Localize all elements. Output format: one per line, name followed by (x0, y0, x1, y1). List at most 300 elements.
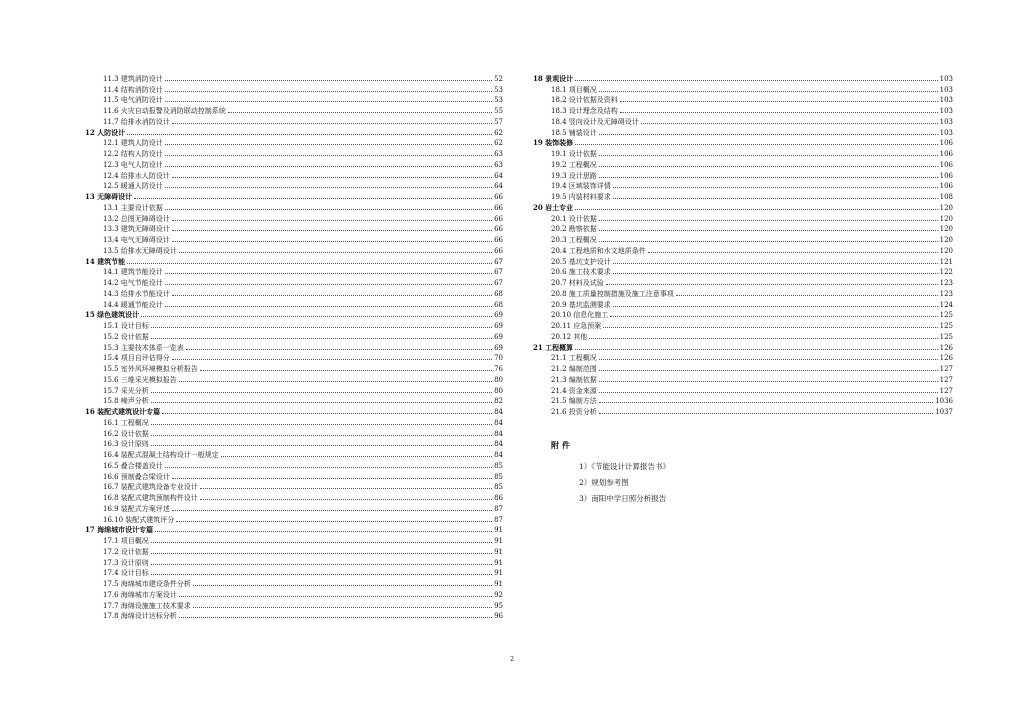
appendix-section (551, 440, 670, 509)
toc-leader-dots (575, 349, 937, 350)
toc-section-entry (85, 331, 503, 342)
toc-section-entry (85, 288, 503, 299)
toc-leader-dots (151, 402, 492, 403)
toc-entry-page: 85 (494, 472, 503, 481)
toc-entry-label: 20.5 基坑支护设计 (551, 257, 611, 266)
toc-entry-label: 20.10 信息化施工 (551, 311, 609, 320)
toc-entry-label: 15.5 室外风环境模拟分析报告 (103, 365, 198, 373)
toc-entry-page: 106 (939, 182, 953, 191)
toc-leader-dots (599, 241, 938, 242)
toc-leader-dots (172, 177, 492, 178)
toc-section-entry (85, 578, 503, 589)
toc-leader-dots (599, 155, 938, 156)
toc-entry-page: 84 (494, 451, 503, 459)
toc-leader-dots (127, 263, 492, 264)
toc-entry-label: 21 工程概算 (533, 342, 574, 352)
toc-section-entry (533, 331, 953, 342)
toc-leader-dots (599, 220, 938, 221)
toc-section-entry (85, 342, 503, 353)
toc-leader-dots (151, 424, 492, 425)
toc-section-entry (85, 116, 503, 127)
toc-entry-page: 69 (494, 311, 503, 320)
toc-entry-page: 62 (494, 139, 503, 148)
toc-section-entry (533, 84, 953, 95)
toc-entry-label: 12.5 暖通人防设计 (103, 182, 163, 191)
toc-leader-dots (155, 531, 492, 532)
toc-entry-label: 20.2 勘察依据 (551, 225, 597, 234)
toc-leader-dots (165, 166, 492, 167)
toc-entry-page: 120 (939, 225, 953, 234)
toc-entry-label: 12.3 电气人防设计 (103, 160, 163, 169)
toc-leader-dots (165, 144, 492, 145)
toc-entry-page: 106 (939, 150, 953, 158)
toc-leader-dots (613, 263, 938, 264)
toc-leader-dots (200, 488, 492, 489)
toc-leader-dots (141, 316, 492, 317)
toc-leader-dots (599, 413, 933, 414)
toc-entry-page: 64 (494, 182, 503, 191)
toc-section-entry (85, 277, 503, 288)
toc-entry-label: 17.6 海绵城市方案设计 (103, 590, 177, 599)
toc-entry-label: 16.4 装配式混凝土结构设计一般规定 (103, 451, 219, 459)
toc-section-entry (533, 245, 953, 256)
toc-section-entry (85, 503, 503, 514)
toc-leader-dots (589, 338, 937, 339)
toc-leader-dots (620, 101, 938, 102)
toc-leader-dots (179, 381, 492, 382)
toc-leader-dots (172, 123, 492, 124)
toc-leader-dots (641, 123, 938, 124)
toc-entry-label: 19.1 设计依据 (551, 150, 597, 158)
toc-chapter-entry (533, 138, 953, 149)
toc-entry-page: 87 (494, 504, 503, 513)
toc-entry-page: 85 (494, 461, 503, 470)
toc-section-entry (533, 288, 953, 299)
toc-entry-label: 20.7 材料及试验 (551, 279, 604, 287)
toc-section-entry (533, 385, 953, 396)
toc-chapter-entry (85, 525, 503, 536)
toc-entry-page: 53 (494, 96, 503, 105)
toc-entry-label: 13 无障碍设计 (85, 192, 133, 201)
toc-entry-page: 103 (939, 96, 953, 105)
toc-entry-page: 66 (494, 203, 503, 212)
toc-entry-label: 11.3 建筑消防设计 (103, 74, 163, 83)
toc-leader-dots (599, 91, 938, 92)
toc-section-entry (85, 202, 503, 213)
toc-chapter-entry (533, 342, 953, 353)
appendix-item: 2）规划参考图 (579, 478, 629, 487)
toc-entry-page: 103 (939, 117, 953, 126)
toc-entry-page: 86 (494, 494, 503, 502)
toc-section-entry (85, 353, 503, 364)
toc-section-entry (85, 148, 503, 159)
toc-entry-label: 18.1 项目概况 (551, 85, 597, 94)
toc-section-entry (85, 170, 503, 181)
toc-section-entry (85, 385, 503, 396)
toc-entry-label: 14.2 电气节能设计 (103, 279, 163, 287)
toc-entry-page: 103 (939, 107, 953, 115)
toc-section-entry (85, 95, 503, 106)
toc-section-entry (85, 159, 503, 170)
toc-entry-page: 106 (939, 171, 953, 180)
toc-leader-dots (221, 456, 492, 457)
toc-entry-page: 123 (939, 279, 953, 287)
toc-section-entry (85, 568, 503, 579)
toc-entry-label: 16.3 设计原则 (103, 440, 149, 449)
toc-entry-label: 16.2 设计依据 (103, 429, 149, 438)
toc-leader-dots (165, 91, 492, 92)
toc-entry-label: 13.3 建筑无障碍设计 (103, 225, 170, 234)
toc-entry-page: 125 (939, 311, 953, 320)
toc-entry-page: 124 (939, 300, 953, 309)
toc-leader-dots (172, 241, 492, 242)
toc-entry-label: 14.1 建筑节能设计 (103, 268, 163, 277)
toc-section-entry (533, 213, 953, 224)
toc-section-entry (85, 73, 503, 84)
toc-entry-label: 15.6 三维采光模拟报告 (103, 375, 177, 384)
toc-leader-dots (151, 542, 492, 543)
toc-entry-label: 20.9 基坑监测要求 (551, 300, 611, 309)
toc-entry-label: 11.7 给排水消防设计 (103, 117, 170, 126)
toc-section-entry (533, 224, 953, 235)
toc-entry-label: 15.8 噪声分析 (103, 397, 149, 406)
toc-section-entry (85, 482, 503, 493)
toc-entry-label: 17 海绵城市设计专篇 (85, 525, 154, 535)
toc-entry-page: 120 (939, 236, 953, 244)
toc-section-entry (533, 267, 953, 278)
toc-leader-dots (200, 370, 492, 371)
toc-entry-label: 21.5 编制方法 (551, 397, 597, 406)
toc-entry-label: 19.5 内装材料要求 (551, 193, 611, 201)
toc-leader-dots (599, 402, 933, 403)
toc-entry-page: 127 (939, 365, 953, 373)
toc-leader-dots (599, 359, 938, 360)
toc-leader-dots (165, 467, 492, 468)
toc-entry-label: 13.1 主要设计依据 (103, 203, 163, 212)
toc-leader-dots (151, 574, 492, 575)
toc-leader-dots (575, 144, 937, 145)
toc-entry-page: 64 (494, 171, 503, 180)
toc-entry-label: 21.3 编制依据 (551, 375, 597, 384)
toc-entry-label: 14 建筑节能 (85, 256, 126, 266)
toc-section-entry (85, 84, 503, 95)
toc-section-entry (85, 213, 503, 224)
toc-entry-page: 69 (494, 332, 503, 341)
toc-entry-page: 125 (939, 332, 953, 341)
toc-entry-page: 76 (494, 365, 503, 373)
toc-section-entry (85, 417, 503, 428)
toc-entry-page: 120 (939, 214, 953, 223)
toc-entry-page: 66 (494, 193, 503, 201)
toc-entry-page: 91 (494, 547, 503, 556)
toc-leader-dots (599, 392, 938, 393)
toc-entry-label: 20.6 施工技术要求 (551, 268, 611, 277)
toc-entry-label: 15 绿色建筑设计 (85, 310, 140, 320)
toc-section-entry (85, 492, 503, 503)
toc-leader-dots (648, 252, 938, 253)
toc-chapter-entry (85, 310, 503, 321)
toc-leader-dots (606, 284, 938, 285)
toc-entry-page: 122 (939, 268, 953, 277)
toc-entry-page: 91 (494, 569, 503, 578)
toc-entry-page: 123 (939, 289, 953, 298)
toc-leader-dots (603, 327, 937, 328)
toc-section-entry (85, 374, 503, 385)
toc-section-entry (85, 181, 503, 192)
toc-section-entry (533, 277, 953, 288)
toc-entry-page: 120 (939, 246, 953, 255)
toc-entry-page: 62 (494, 128, 503, 137)
toc-section-entry (85, 460, 503, 471)
toc-left-column (85, 73, 503, 621)
toc-section-entry (85, 105, 503, 116)
toc-leader-dots (151, 553, 492, 554)
toc-entry-page: 1036 (935, 397, 953, 406)
toc-entry-page: 84 (494, 408, 503, 416)
toc-leader-dots (620, 112, 938, 113)
toc-section-entry (85, 535, 503, 546)
toc-leader-dots (200, 499, 492, 500)
toc-leader-dots (172, 510, 492, 511)
toc-leader-dots (165, 284, 492, 285)
toc-section-entry (533, 299, 953, 310)
toc-entry-page: 69 (494, 343, 503, 352)
toc-entry-page: 63 (494, 160, 503, 169)
toc-leader-dots (613, 198, 938, 199)
toc-leader-dots (193, 585, 492, 586)
toc-entry-label: 13.5 给排水无障碍设计 (103, 246, 177, 255)
toc-leader-dots (613, 187, 938, 188)
toc-leader-dots (165, 155, 492, 156)
toc-entry-page: 63 (494, 150, 503, 158)
toc-entry-label: 16.6 预制叠合梁设计 (103, 472, 170, 481)
toc-entry-page: 87 (494, 515, 503, 524)
toc-leader-dots (193, 607, 492, 608)
toc-section-entry (533, 406, 953, 417)
toc-entry-page: 84 (494, 418, 503, 427)
toc-entry-label: 12.2 结构人防设计 (103, 150, 163, 158)
toc-entry-label: 16.10 装配式建筑评分 (103, 515, 175, 524)
toc-leader-dots (599, 166, 938, 167)
toc-section-entry (85, 449, 503, 460)
toc-leader-dots (151, 392, 492, 393)
toc-leader-dots (151, 327, 492, 328)
toc-entry-label: 20.12 其他 (551, 332, 588, 341)
toc-section-entry (533, 396, 953, 407)
appendix-title: 附件 (551, 440, 573, 450)
toc-entry-label: 18.3 设计理念及结构 (551, 107, 618, 115)
toc-leader-dots (575, 209, 937, 210)
toc-entry-page: 52 (494, 74, 503, 83)
toc-leader-dots (151, 338, 492, 339)
toc-entry-page: 82 (494, 397, 503, 406)
toc-leader-dots (599, 134, 938, 135)
toc-entry-label: 11.5 电气消防设计 (103, 96, 163, 105)
toc-leader-dots (228, 112, 492, 113)
toc-section-entry (533, 159, 953, 170)
toc-section-entry (533, 181, 953, 192)
toc-entry-label: 16.8 装配式建筑预制构件设计 (103, 494, 198, 502)
toc-entry-label: 11.6 火灾自动报警及消防联动控制系统 (103, 107, 226, 115)
toc-entry-page: 121 (939, 257, 953, 266)
toc-entry-page: 67 (494, 257, 503, 266)
toc-section-entry (85, 299, 503, 310)
toc-entry-label: 16 装配式建筑设计专篇 (85, 407, 161, 416)
toc-right-column (533, 73, 953, 417)
toc-leader-dots (134, 198, 492, 199)
toc-section-entry (85, 363, 503, 374)
toc-leader-dots (165, 306, 492, 307)
toc-chapter-entry (85, 256, 503, 267)
toc-section-entry (533, 256, 953, 267)
toc-section-entry (533, 116, 953, 127)
toc-section-entry (533, 353, 953, 364)
appendix-item: 3）南阳中学日照分析报告 (579, 494, 667, 503)
toc-entry-page: 1037 (935, 408, 953, 416)
toc-section-entry (85, 611, 503, 622)
toc-leader-dots (172, 230, 492, 231)
toc-leader-dots (151, 435, 492, 436)
toc-entry-label: 20.4 工程地质和水文地质条件 (551, 246, 646, 255)
toc-entry-page: 91 (494, 558, 503, 567)
toc-entry-label: 16.5 叠合楼盖设计 (103, 461, 163, 470)
toc-entry-label: 15.1 设计目标 (103, 322, 149, 330)
toc-entry-page: 66 (494, 246, 503, 255)
toc-chapter-entry (85, 127, 503, 138)
toc-entry-label: 14.3 给排水节能设计 (103, 289, 170, 298)
toc-section-entry (533, 310, 953, 321)
toc-leader-dots (610, 316, 937, 317)
toc-leader-dots (599, 381, 938, 382)
toc-entry-page: 84 (494, 429, 503, 438)
toc-leader-dots (151, 564, 492, 565)
toc-section-entry (85, 589, 503, 600)
toc-leader-dots (176, 521, 492, 522)
toc-section-entry (85, 267, 503, 278)
toc-entry-page: 80 (494, 375, 503, 384)
toc-leader-dots (599, 177, 938, 178)
toc-entry-page: 126 (939, 343, 953, 352)
toc-leader-dots (575, 80, 937, 81)
toc-entry-label: 20 岩土专业 (533, 202, 574, 212)
toc-entry-label: 17.7 海绵设施施工技术要求 (103, 601, 191, 610)
toc-section-entry (533, 170, 953, 181)
toc-section-entry (85, 471, 503, 482)
toc-section-entry (85, 557, 503, 568)
toc-entry-page: 68 (494, 289, 503, 298)
toc-entry-label: 14.4 暖通节能设计 (103, 300, 163, 309)
toc-entry-page: 66 (494, 225, 503, 234)
toc-leader-dots (172, 359, 492, 360)
toc-entry-page: 55 (494, 107, 503, 115)
toc-section-entry (85, 600, 503, 611)
toc-leader-dots (172, 478, 492, 479)
toc-section-entry (533, 127, 953, 138)
toc-entry-label: 15.3 主要技术体系一览表 (103, 343, 184, 352)
toc-entry-page: 125 (939, 322, 953, 330)
toc-entry-page: 126 (939, 354, 953, 363)
toc-entry-label: 18.2 设计依据及资料 (551, 96, 618, 105)
toc-section-entry (85, 224, 503, 235)
toc-section-entry (85, 138, 503, 149)
toc-entry-page: 70 (494, 354, 503, 363)
toc-leader-dots (186, 349, 492, 350)
toc-chapter-entry (533, 73, 953, 84)
toc-section-entry (533, 320, 953, 331)
toc-leader-dots (613, 306, 938, 307)
toc-leader-dots (179, 252, 492, 253)
toc-entry-page: 68 (494, 300, 503, 309)
toc-entry-label: 16.1 工程概况 (103, 418, 149, 427)
appendix-item: 1）《节能设计计算报告书》 (579, 462, 671, 471)
toc-entry-page: 91 (494, 580, 503, 588)
toc-leader-dots (613, 273, 938, 274)
toc-entry-page: 69 (494, 322, 503, 330)
toc-entry-label: 13.2 总图无障碍设计 (103, 214, 170, 223)
toc-entry-page: 80 (494, 386, 503, 395)
toc-entry-label: 21.4 资金来源 (551, 386, 597, 395)
toc-leader-dots (172, 220, 492, 221)
toc-entry-label: 13.4 电气无障碍设计 (103, 236, 170, 244)
toc-entry-label: 19.2 工程概况 (551, 160, 597, 169)
toc-entry-label: 17.1 项目概况 (103, 537, 149, 545)
toc-entry-label: 18.4 竖向设计及无障碍设计 (551, 117, 639, 126)
toc-entry-page: 57 (494, 117, 503, 126)
toc-leader-dots (165, 80, 492, 81)
toc-entry-label: 15.4 项目自评估得分 (103, 354, 170, 363)
toc-entry-label: 20.11 应急预案 (551, 322, 602, 330)
toc-entry-label: 17.3 设计原则 (103, 558, 149, 567)
toc-entry-label: 17.5 海绵城市建设条件分析 (103, 580, 191, 588)
toc-section-entry (533, 95, 953, 106)
toc-entry-label: 21.6 投资分析 (551, 408, 597, 416)
toc-leader-dots (599, 230, 938, 231)
toc-leader-dots (599, 370, 938, 371)
toc-entry-page: 66 (494, 214, 503, 223)
toc-leader-dots (165, 101, 492, 102)
toc-entry-label: 12 人防设计 (85, 127, 126, 137)
toc-section-entry (85, 514, 503, 525)
toc-entry-page: 92 (494, 590, 503, 599)
toc-section-entry (85, 245, 503, 256)
toc-entry-label: 15.2 设计依据 (103, 332, 149, 341)
toc-section-entry (533, 234, 953, 245)
toc-chapter-entry (533, 202, 953, 213)
toc-entry-label: 19.3 设计思路 (551, 171, 597, 180)
toc-entry-label: 16.9 装配式方案评述 (103, 504, 170, 513)
toc-entry-page: 106 (939, 139, 953, 148)
toc-entry-page: 127 (939, 386, 953, 395)
toc-entry-page: 127 (939, 375, 953, 384)
toc-entry-label: 17.2 设计依据 (103, 547, 149, 556)
toc-entry-page: 66 (494, 236, 503, 244)
toc-entry-label: 19 装饰装修 (533, 138, 574, 148)
toc-leader-dots (127, 134, 492, 135)
toc-entry-page: 85 (494, 483, 503, 492)
toc-entry-label: 17.4 设计目标 (103, 569, 149, 578)
toc-leader-dots (676, 295, 938, 296)
toc-entry-page: 91 (494, 537, 503, 545)
toc-leader-dots (151, 445, 492, 446)
toc-section-entry (85, 546, 503, 557)
toc-section-entry (533, 374, 953, 385)
toc-section-entry (85, 320, 503, 331)
toc-entry-page: 120 (939, 203, 953, 212)
toc-leader-dots (165, 273, 492, 274)
toc-entry-page: 95 (494, 601, 503, 610)
toc-entry-label: 21.2 编制范围 (551, 365, 597, 373)
page-number: 2 (510, 656, 514, 663)
